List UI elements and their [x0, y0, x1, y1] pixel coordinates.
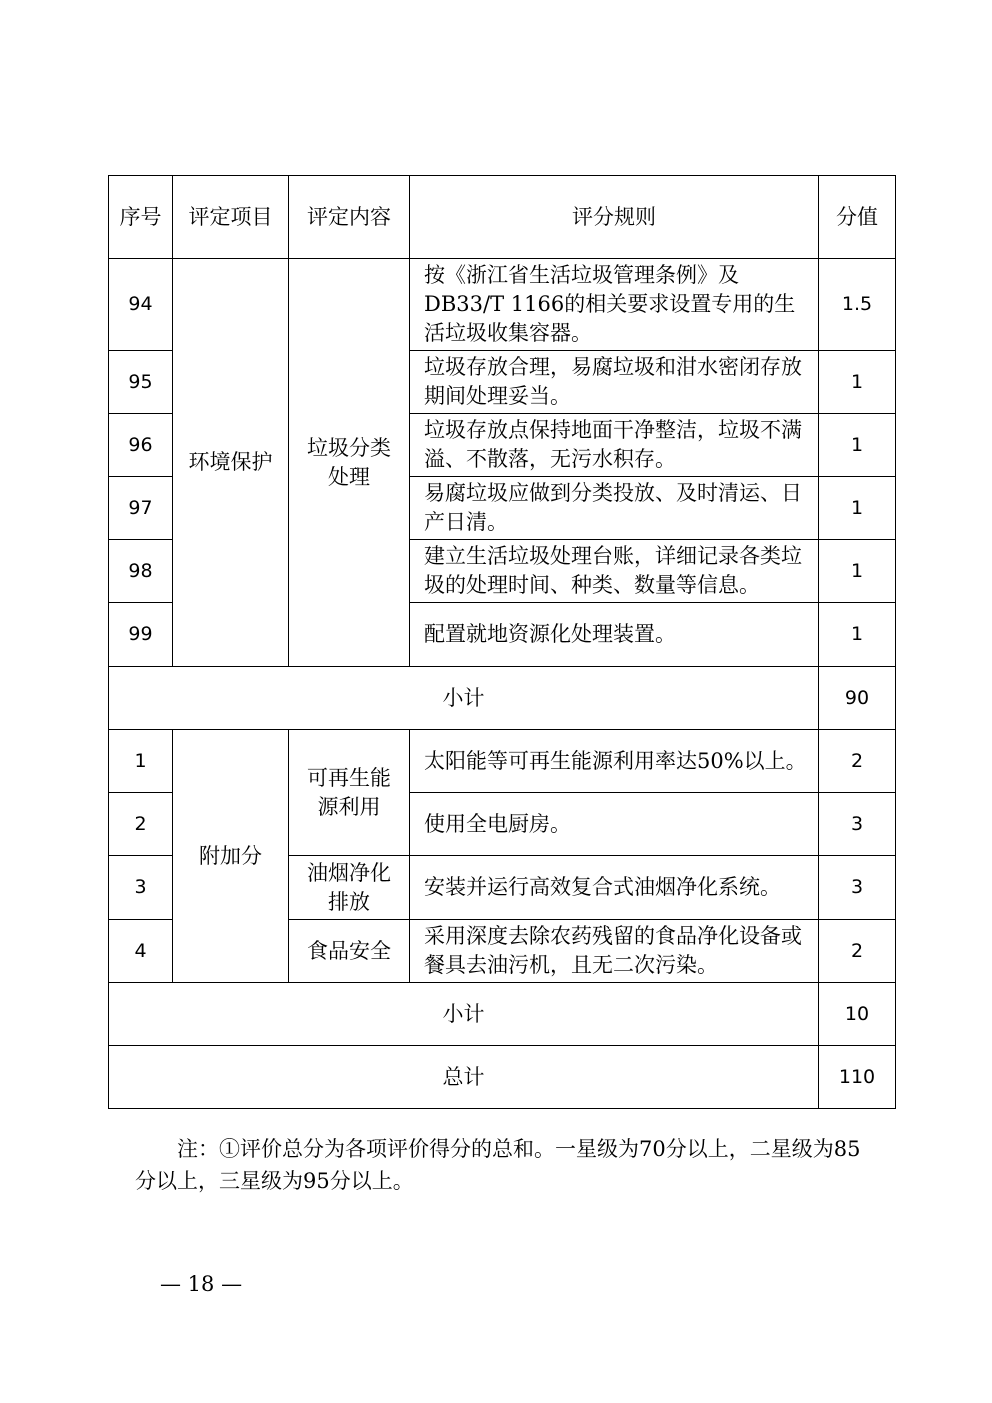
rule-cell: 易腐垃圾应做到分类投放、及时清运、日产日清。 — [410, 477, 819, 540]
item-cell: 附加分 — [173, 730, 289, 983]
content-cell: 油烟净化排放 — [289, 856, 410, 920]
content-cell: 垃圾分类处理 — [289, 259, 410, 667]
rule-cell: 配置就地资源化处理装置。 — [410, 603, 819, 667]
subtotal-value: 90 — [819, 667, 896, 730]
header-rule: 评分规则 — [410, 176, 819, 259]
subtotal-label: 小计 — [109, 667, 819, 730]
rule-cell: 垃圾存放点保持地面干净整洁，垃圾不满溢、不散落，无污水积存。 — [410, 414, 819, 477]
row-no: 95 — [109, 351, 173, 414]
row-no: 1 — [109, 730, 173, 793]
header-score: 分值 — [819, 176, 896, 259]
score-cell: 3 — [819, 856, 896, 920]
row-no: 97 — [109, 477, 173, 540]
row-no: 3 — [109, 856, 173, 920]
header-item: 评定项目 — [173, 176, 289, 259]
row-no: 4 — [109, 920, 173, 983]
score-cell: 1 — [819, 351, 896, 414]
total-value: 110 — [819, 1046, 896, 1109]
rule-cell: 建立生活垃圾处理台账，详细记录各类垃圾的处理时间、种类、数量等信息。 — [410, 540, 819, 603]
item-cell: 环境保护 — [173, 259, 289, 667]
table-row — [109, 730, 896, 793]
subtotal-label: 小计 — [109, 983, 819, 1046]
score-cell: 1.5 — [819, 259, 896, 351]
rule-cell: 太阳能等可再生能源利用率达50%以上。 — [410, 730, 819, 793]
row-no: 99 — [109, 603, 173, 667]
row-no: 2 — [109, 793, 173, 856]
row-no: 94 — [109, 259, 173, 351]
rule-cell: 使用全电厨房。 — [410, 793, 819, 856]
header-no: 序号 — [109, 176, 173, 259]
subtotal-row — [109, 667, 896, 730]
footnote — [135, 1133, 875, 1197]
row-no: 96 — [109, 414, 173, 477]
content-cell: 食品安全 — [289, 920, 410, 983]
header-row — [109, 176, 896, 259]
rule-cell: 采用深度去除农药残留的食品净化设备或餐具去油污机，且无二次污染。 — [410, 920, 819, 983]
subtotal-row — [109, 983, 896, 1046]
score-cell: 2 — [819, 730, 896, 793]
total-row — [109, 1046, 896, 1109]
score-cell: 1 — [819, 603, 896, 667]
score-cell: 1 — [819, 414, 896, 477]
score-cell: 3 — [819, 793, 896, 856]
score-cell: 1 — [819, 477, 896, 540]
table-row — [109, 259, 896, 351]
score-cell: 2 — [819, 920, 896, 983]
page-number: — 18 — — [160, 1272, 243, 1296]
rule-cell: 按《浙江省生活垃圾管理条例》及DB33/T 1166的相关要求设置专用的生活垃圾收集容器。 — [410, 259, 819, 351]
scoring-table — [108, 175, 896, 1109]
rule-cell: 安装并运行高效复合式油烟净化系统。 — [410, 856, 819, 920]
score-cell: 1 — [819, 540, 896, 603]
content-cell: 可再生能源利用 — [289, 730, 410, 856]
row-no: 98 — [109, 540, 173, 603]
subtotal-value: 10 — [819, 983, 896, 1046]
footnote-text: 注：①评价总分为各项评价得分的总和。一星级为70分以上，二星级为85分以上，三星级为95分以上。 — [135, 1137, 861, 1193]
rule-cell: 垃圾存放合理，易腐垃圾和泔水密闭存放期间处理妥当。 — [410, 351, 819, 414]
header-content: 评定内容 — [289, 176, 410, 259]
total-label: 总计 — [109, 1046, 819, 1109]
